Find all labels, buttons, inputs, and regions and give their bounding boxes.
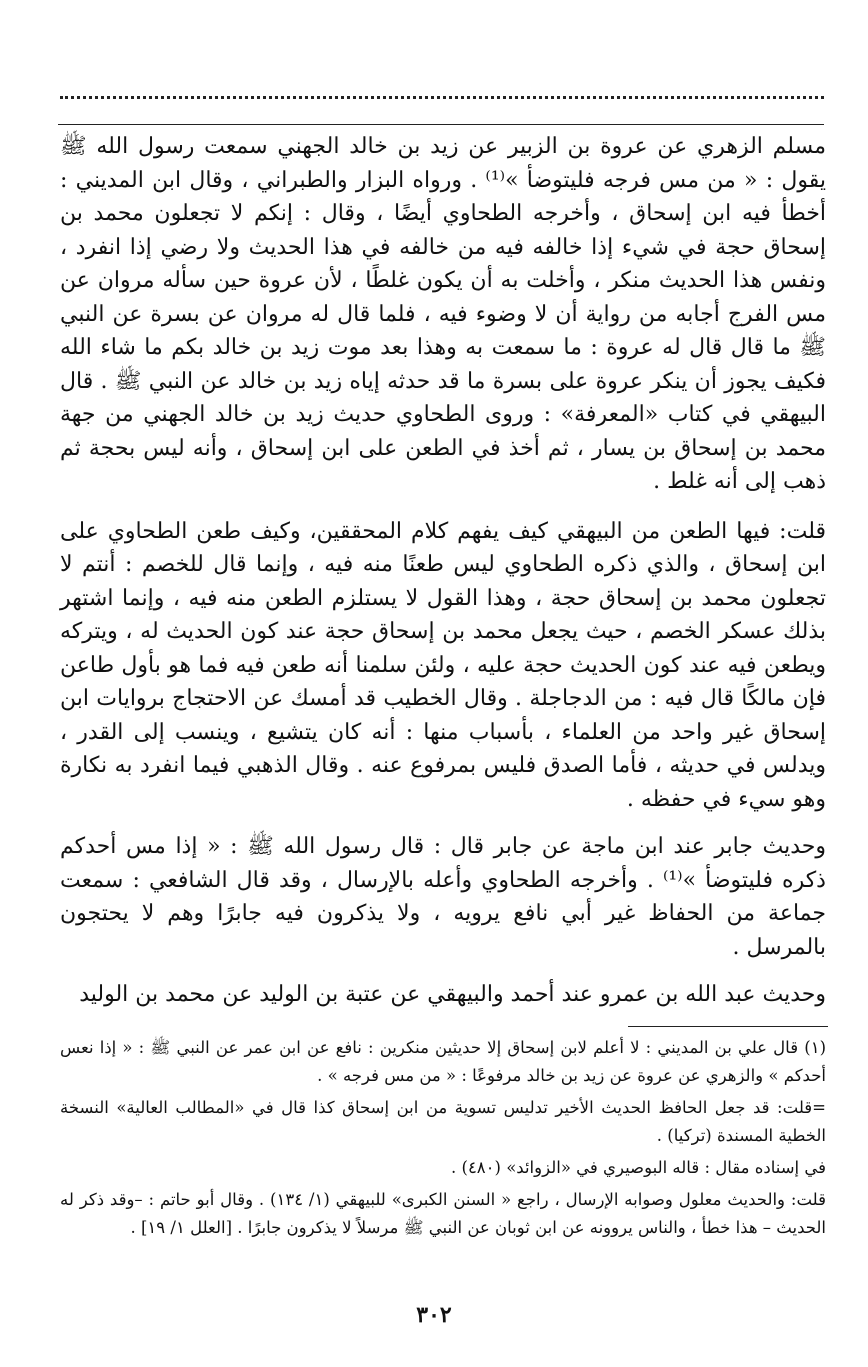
footnote: (١) قال علي بن المديني : لا أعلم لابن إسحاق إلا حديثين منكرين : نافع عن ابن عمر عن النبي ﷺ : « إذا نعس أحدكم » والزهري عن عروة عن زيد بن خالد مرفوعًا : « من مس فرجه » . (60, 1038, 826, 1085)
main-text (60, 130, 826, 1026)
footnote: قلت: والحديث معلول وصوابه الإرسال ، راجع « السنن الكبرى» للبيهقي (١/ ١٣٤) . وقال أبو حاتم : –وقد ذكر له الحديث – هذا خطأ ، والناس يروونه عن ابن ثوبان عن النبي ﷺ مرسلاً لا يذكرون جابرًا . [العلل ١/ ١٩] . (60, 1190, 826, 1237)
footnote: =قلت: قد جعل الحافظ الحديث الأخير تدليس تسوية من ابن إسحاق كذا قال في «المطالب العالية» النسخة الخطية المسندة (تركيا) . (60, 1098, 826, 1145)
paragraph: وحديث عبد الله بن عمرو عند أحمد والبيهقي عن عتبة بن الوليد عن محمد بن الوليد (79, 982, 826, 1007)
footnote-separator (628, 1026, 828, 1027)
header-rule (58, 124, 824, 125)
header-dotted-line (60, 84, 824, 99)
footnote: في إسناده مقال : قاله البوصيري في «الزوائد» (٤٨٠) . (451, 1158, 826, 1177)
footnotes (60, 1034, 826, 1246)
paragraph: مسلم الزهري عن عروة بن الزبير عن زيد بن خالد الجهني سمعت رسول الله ﷺ يقول : « من مس فرجه فليتوضأ »⁽¹⁾ . ورواه البزار والطبراني ، وقال ابن المديني : أخطأ فيه ابن إسحاق ، وأخرجه الطحاوي أيضًا ، وقال : إنكم لا تجعلون محمد بن إسحاق حجة في شيء إذا خالفه فيه من خالفه في هذا الحديث ولا رضي إذا انفرد ، ونفس هذا الحديث منكر ، وأخلت به أن يكون غلطًا ، لأن عروة حين سأله مروان عن مس الفرج أجابه من رواية أن لا وضوء فيه ، فلما قال له مروان عن بسرة عن النبي ﷺ ما قال قال له عروة : ما سمعت به وهذا بعد موت زيد بن خالد بكم ما شاء الله فكيف يجوز أن ينكر عروة على بسرة ما قد حدثه إياه زيد بن خالد عن النبي ﷺ . قال البيهقي في كتاب «المعرفة» : وروى الطحاوي حديث زيد بن خالد الجهني من جهة محمد بن إسحاق بن يسار ، ثم أخذ في الطعن على ابن إسحاق ، وأنه ليس بحجة ثم ذهب إلى أنه غلط . (60, 134, 827, 494)
paragraph: قلت: فيها الطعن من البيهقي كيف يفهم كلام المحققين، وكيف طعن الطحاوي على ابن إسحاق ، والذي ذكره الطحاوي ليس طعنًا منه فيه ، وإنما قال للخصم : أنتم لا تجعلون محمد بن إسحاق حجة ، وهذا القول لا يستلزم الطعن منه فيه ، وإنما اشتهر بذلك عسكر الخصم ، حيث يجعل محمد بن إسحاق حجة عند كون الحديث له ، ويتركه ويطعن فيه عند كون الحديث حجة عليه ، ولئن سلمنا أنه طعن فيه فما هو بأول طاعن فإن مالكًا قال فيه : من الدجاجلة . وقال الخطيب قد أمسك عن الاحتجاج بروايات ابن إسحاق غير واحد من العلماء ، بأسباب منها : أنه كان يتشيع ، وينسب إلى القدر ، ويدلس في حديثه ، فأما الصدق فليس بمرفوع عنه . وقال الذهبي فيما انفرد به نكارة وهو سيء في حفظه . (60, 518, 827, 812)
paragraph: وحديث جابر عند ابن ماجة عن جابر قال : قال رسول الله ﷺ : « إذا مس أحدكم ذكره فليتوضأ »⁽¹⁾ . وأخرجه الطحاوي وأعله بالإرسال ، وقد قال الشافعي : سمعت جماعة من الحفاظ غير أبي نافع يرويه ، ولا يذكرون فيه جابرًا وهم لا يحتجون بالمرسل . (60, 834, 826, 960)
page-number: ٣٠٢ (416, 1302, 452, 1328)
